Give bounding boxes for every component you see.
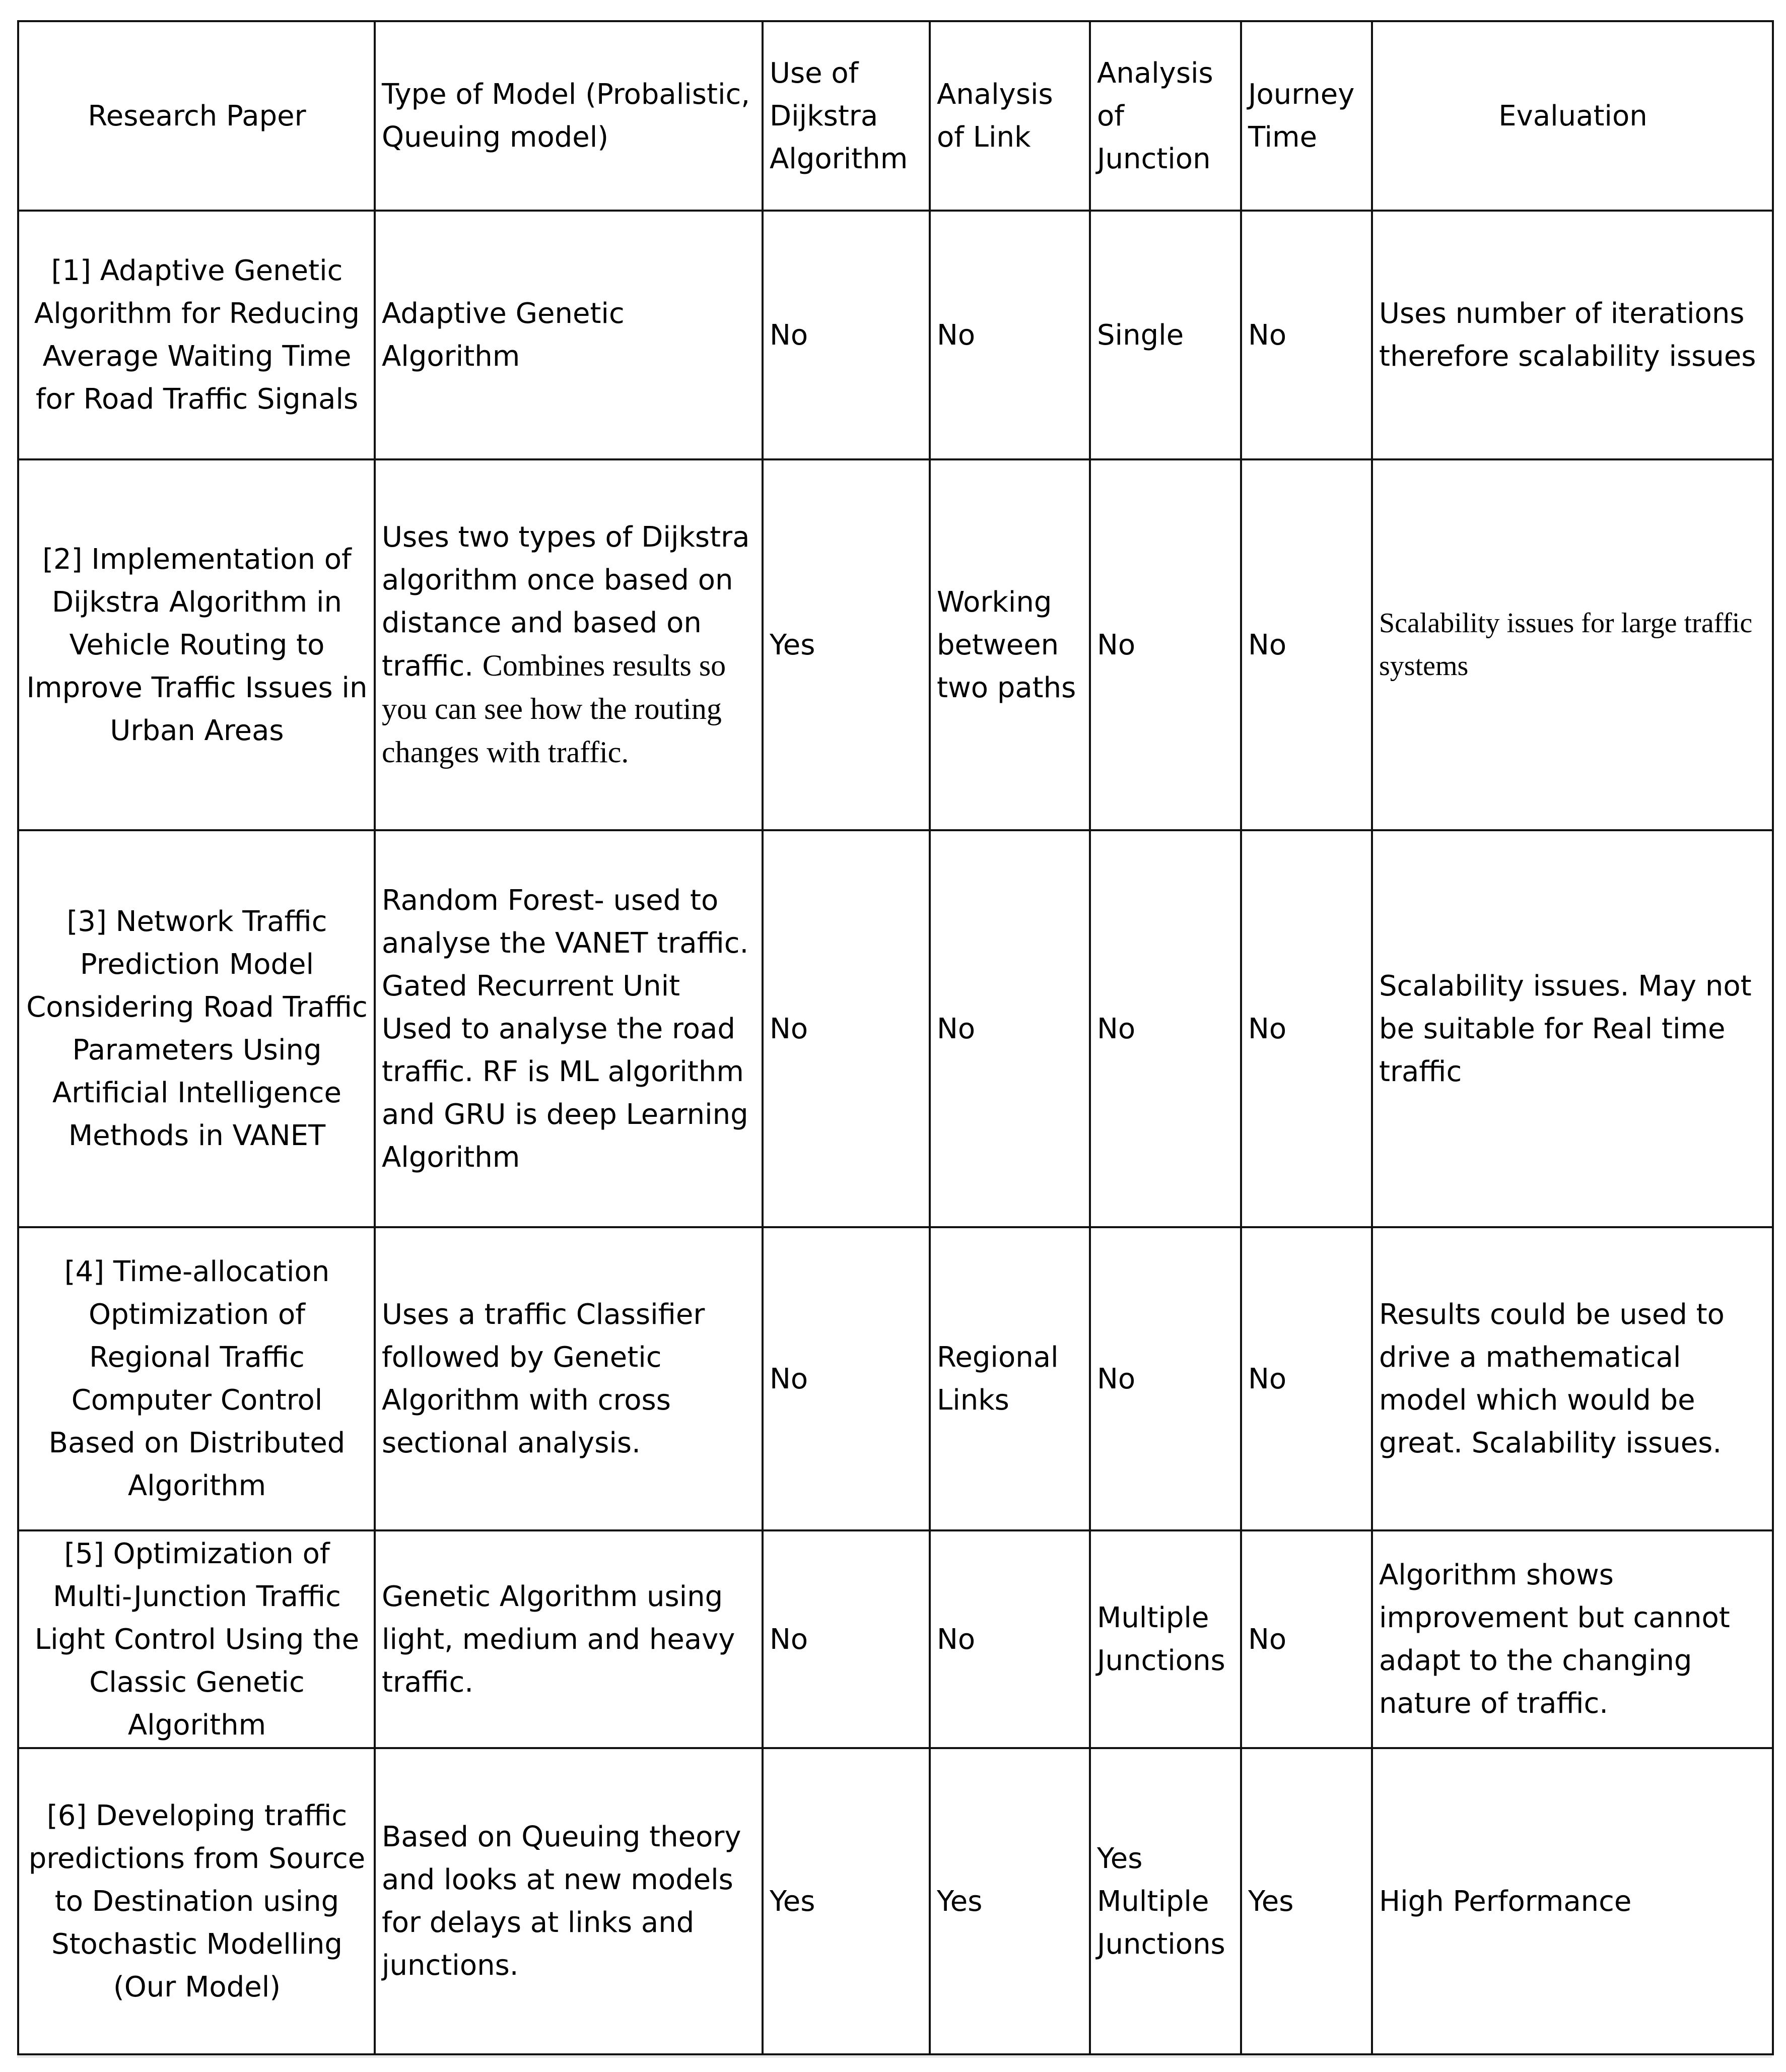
header-journey-time: Journey Time <box>1241 21 1372 211</box>
cell-dijkstra: No <box>763 830 930 1227</box>
cell-evaluation: Scalability issues. May not be suitable for Real time traffic <box>1372 830 1773 1227</box>
header-junction: Analysis of Junction <box>1090 21 1241 211</box>
header-dijkstra: Use of Dijkstra Algorithm <box>763 21 930 211</box>
cell-evaluation: Results could be used to drive a mathematical model which would be great. Scalability issues. <box>1372 1227 1773 1530</box>
cell-junction: No <box>1090 1227 1241 1530</box>
cell-model-type <box>375 459 763 830</box>
cell-evaluation: Scalability issues for large traffic systems <box>1372 459 1773 830</box>
table-row <box>18 459 1773 830</box>
cell-junction: Single <box>1090 211 1241 459</box>
cell-junction: No <box>1090 830 1241 1227</box>
cell-research-paper: [3] Network Traffic Prediction Model Considering Road Traffic Parameters Using Artificial Intelligence Methods in VANET <box>18 830 375 1227</box>
table-row <box>18 1227 1773 1530</box>
cell-link: No <box>930 1530 1090 1748</box>
header-research-paper: Research Paper <box>18 21 375 211</box>
table-row <box>18 1530 1773 1748</box>
cell-evaluation: High Performance <box>1372 1748 1773 2054</box>
cell-research-paper: [1] Adaptive Genetic Algorithm for Reducing Average Waiting Time for Road Traffic Signals <box>18 211 375 459</box>
cell-link: Regional Links <box>930 1227 1090 1530</box>
cell-journey-time: Yes <box>1241 1748 1372 2054</box>
model-text-sans: Uses two types of Dijkstra algorithm once based on distance and based on traffic. <box>382 520 750 683</box>
cell-junction: Multiple Junctions <box>1090 1530 1241 1748</box>
cell-journey-time: No <box>1241 211 1372 459</box>
header-model-type: Type of Model (Probalistic, Queuing model) <box>375 21 763 211</box>
cell-dijkstra: No <box>763 1530 930 1748</box>
cell-model-type: Based on Queuing theory and looks at new models for delays at links and junctions. <box>375 1748 763 2054</box>
cell-link: No <box>930 211 1090 459</box>
table-row <box>18 1748 1773 2054</box>
cell-research-paper: [6] Developing traffic predictions from Source to Destination using Stochastic Modelling (Our Model) <box>18 1748 375 2054</box>
comparison-table <box>17 20 1774 2055</box>
cell-model-type: Adaptive Genetic Algorithm <box>375 211 763 459</box>
cell-model-type: Uses a traffic Classifier followed by Genetic Algorithm with cross sectional analysis. <box>375 1227 763 1530</box>
cell-model-type: Random Forest- used to analyse the VANET traffic. Gated Recurrent Unit Used to analyse the road traffic. RF is ML algorithm and GRU is deep Learning Algorithm <box>375 830 763 1227</box>
cell-junction: No <box>1090 459 1241 830</box>
cell-dijkstra: Yes <box>763 1748 930 2054</box>
cell-journey-time: No <box>1241 1227 1372 1530</box>
cell-evaluation: Uses number of iterations therefore scalability issues <box>1372 211 1773 459</box>
header-evaluation: Evaluation <box>1372 21 1773 211</box>
cell-research-paper: [5] Optimization of Multi-Junction Traffic Light Control Using the Classic Genetic Algorithm <box>18 1530 375 1748</box>
cell-link: No <box>930 830 1090 1227</box>
cell-dijkstra: No <box>763 1227 930 1530</box>
cell-journey-time: No <box>1241 1530 1372 1748</box>
header-row <box>18 21 1773 211</box>
table-row <box>18 211 1773 459</box>
cell-model-type: Genetic Algorithm using light, medium and heavy traffic. <box>375 1530 763 1748</box>
cell-research-paper: [4] Time-allocation Optimization of Regional Traffic Computer Control Based on Distributed Algorithm <box>18 1227 375 1530</box>
cell-journey-time: No <box>1241 459 1372 830</box>
cell-link: Working between two paths <box>930 459 1090 830</box>
cell-dijkstra: No <box>763 211 930 459</box>
cell-dijkstra: Yes <box>763 459 930 830</box>
header-link: Analysis of Link <box>930 21 1090 211</box>
cell-evaluation: Algorithm shows improvement but cannot adapt to the changing nature of traffic. <box>1372 1530 1773 1748</box>
cell-junction: Yes Multiple Junctions <box>1090 1748 1241 2054</box>
cell-link: Yes <box>930 1748 1090 2054</box>
cell-journey-time: No <box>1241 830 1372 1227</box>
cell-research-paper: [2] Implementation of Dijkstra Algorithm in Vehicle Routing to Improve Traffic Issues in Urban Areas <box>18 459 375 830</box>
bottom-gridline <box>17 2056 1772 2057</box>
table-row <box>18 830 1773 1227</box>
model-text-serif: Combines results so you can see how the routing changes with traffic. <box>382 648 726 769</box>
